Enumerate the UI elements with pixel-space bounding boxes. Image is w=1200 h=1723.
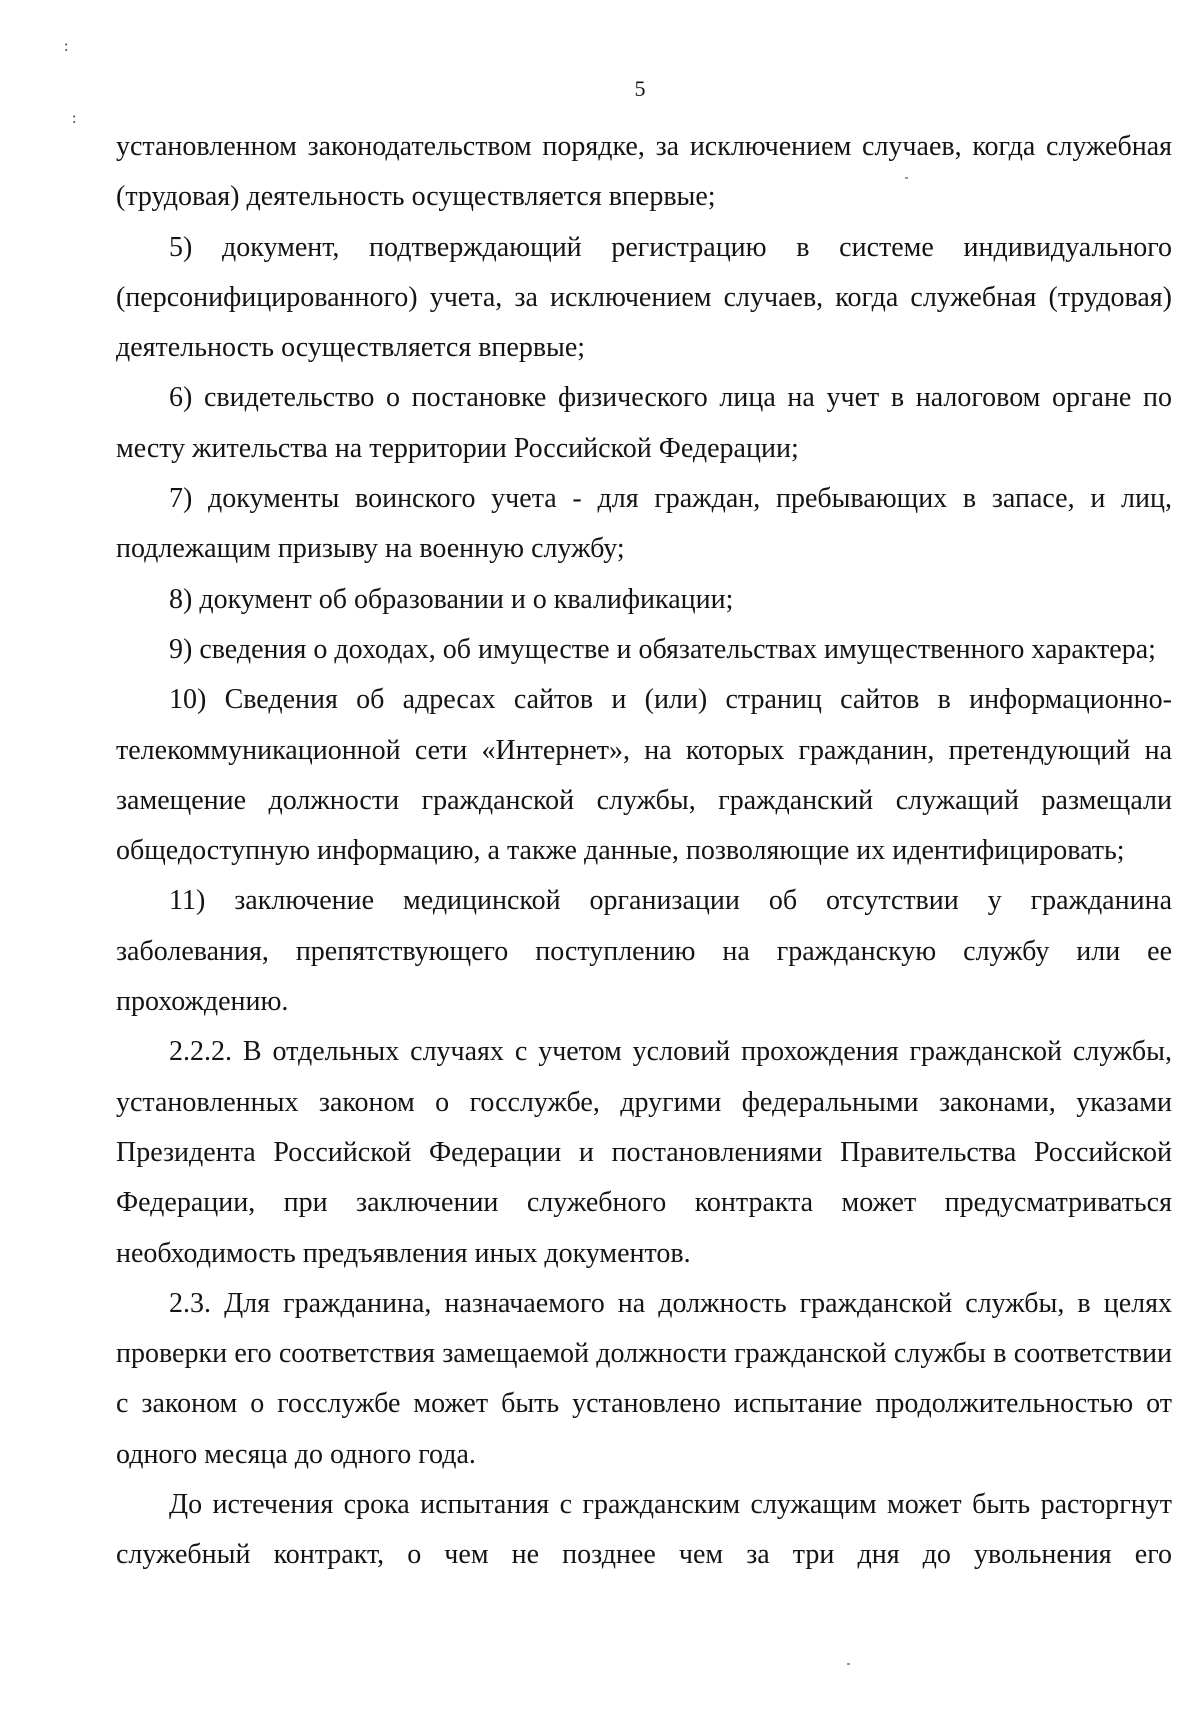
list-item-9: 9) сведения о доходах, об имуществе и обязательствах имущественного характера; — [169, 633, 1156, 665]
list-item-5: 5) документ, подтверждающий регистрацию в системе индивидуального (персонифицированного) учета, за исключением случаев, когда служебная (трудовая) деятельность осуществляется впервые; — [116, 231, 1172, 364]
clause-2-3: 2.3. Для гражданина, назначаемого на должность гражданской службы, в целях проверки его соответствия замещаемой должности гражданской службы в соответствии с законом о госслужбе может быть установлено испытание продолжительностью от одного месяца до одного года. — [116, 1287, 1172, 1470]
document-body — [116, 122, 1172, 1581]
scan-artifact-mark: : — [72, 110, 77, 127]
list-item-10: 10) Сведения об адресах сайтов и (или) страниц сайтов в информационно-телекоммуникационной сети «Интернет», на которых гражданин, претендующий на замещение должности гражданской службы, гражданский служащий размещали общедоступную информацию, а также данные, позволяющие их идентифицировать; — [116, 684, 1172, 867]
list-item-11: 11) заключение медицинской организации об отсутствии у гражданина заболевания, препятствующего поступлению на гражданскую службу или ее прохождению. — [116, 885, 1172, 1018]
scan-artifact-mark: : — [64, 38, 69, 55]
paragraph-continuation: установленном законодательством порядке, за исключением случаев, когда служебная (трудовая) деятельность осуществляется впервые; — [116, 131, 1172, 213]
clause-2-3-continuation: До истечения срока испытания с гражданским служащим может быть расторгнут служебный контракт, о чем не позднее чем за три дня до увольнения его — [116, 1489, 1172, 1571]
clause-2-2-2: 2.2.2. В отдельных случаях с учетом условий прохождения гражданской службы, установленных законом о госслужбе, другими федеральными законами, указами Президента Российской Федерации и постановлениями Правительства Российской Федерации, при заключении служебного контракта может предусматриваться необходимость предъявления иных документов. — [116, 1036, 1172, 1269]
list-item-6: 6) свидетельство о постановке физического лица на учет в налоговом органе по месту жительства на территории Российской Федерации; — [116, 382, 1172, 464]
scan-speck — [847, 1663, 850, 1665]
list-item-7: 7) документы воинского учета - для граждан, пребывающих в запасе, и лиц, подлежащим призыву на военную службу; — [116, 483, 1172, 565]
list-item-8: 8) документ об образовании и о квалификации; — [169, 583, 734, 615]
page-number: 5 — [634, 76, 646, 101]
